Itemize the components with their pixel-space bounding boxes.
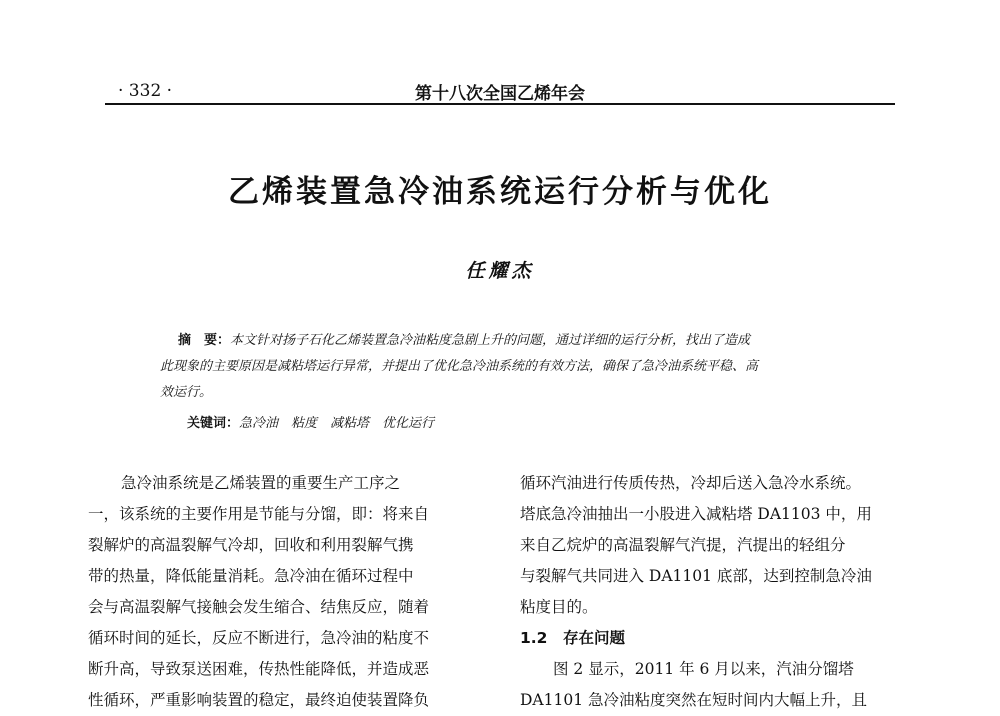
body-right-line: 粘度目的。	[520, 598, 598, 616]
body-left-line: 裂解炉的高温裂解气冷却，回收和利用裂解气携	[88, 536, 414, 554]
section-heading: 1.2 存在问题	[520, 629, 625, 647]
body-left-line: 断升高，导致泵送困难，传热性能降低，并造成恶	[88, 660, 430, 678]
abstract-text-1: 本文针对扬子石化乙烯装置急冷油粘度急剧上升的问题，通过详细的运行分析，找出了造成	[230, 333, 751, 348]
body-left-line: 一，该系统的主要作用是节能与分馏，即：将来自	[88, 505, 430, 523]
body-left-column	[88, 468, 466, 716]
article-author: 任耀杰	[465, 260, 535, 282]
body-right-column	[520, 468, 898, 716]
abstract-line-2: 此现象的主要原因是减粘塔运行异常，并提出了优化急冷油系统的有效方法，确保了急冷油系统平稳、高	[160, 359, 759, 374]
body-left-line: 循环时间的延长，反应不断进行，急冷油的粘度不	[88, 629, 430, 647]
body-right-line: 塔底急冷油抽出一小股进入减粘塔 DA1103 中，用	[520, 505, 872, 523]
keywords-label: 关键词：	[187, 416, 240, 431]
page-number: · 332 ·	[118, 81, 173, 101]
keywords-line	[187, 412, 434, 431]
abstract-line-1	[178, 329, 750, 348]
body-right-line: 图 2 显示，2011 年 6 月以来，汽油分馏塔	[553, 660, 854, 678]
body-right-line: 来自乙烷炉的高温裂解气汽提，汽提出的轻组分	[520, 536, 846, 554]
body-left-line: 性循环，严重影响装置的稳定，最终迫使装置降负	[88, 691, 430, 709]
body-right-line: 与裂解气共同进入 DA1101 底部，达到控制急冷油	[520, 567, 872, 585]
running-title: 第十八次全国乙烯年会	[415, 84, 585, 104]
body-right-line: 循环汽油进行传质传热，冷却后送入急冷水系统。	[520, 474, 862, 492]
article-title: 乙烯装置急冷油系统运行分析与优化	[228, 174, 772, 210]
body-left-line: 带的热量，降低能量消耗。急冷油在循环过程中	[88, 567, 414, 585]
abstract-label: 摘 要：	[178, 333, 231, 348]
header-rule	[105, 103, 895, 105]
body-left-line: 急冷油系统是乙烯装置的重要生产工序之	[121, 474, 401, 492]
body-right-line: DA1101 急冷油粘度突然在短时间内大幅上升，且	[520, 691, 867, 709]
keywords-text: 急冷油 粘度 减粘塔 优化运行	[239, 416, 435, 431]
abstract-line-3: 效运行。	[160, 385, 213, 400]
body-left-line: 会与高温裂解气接触会发生缩合、结焦反应，随着	[88, 598, 430, 616]
